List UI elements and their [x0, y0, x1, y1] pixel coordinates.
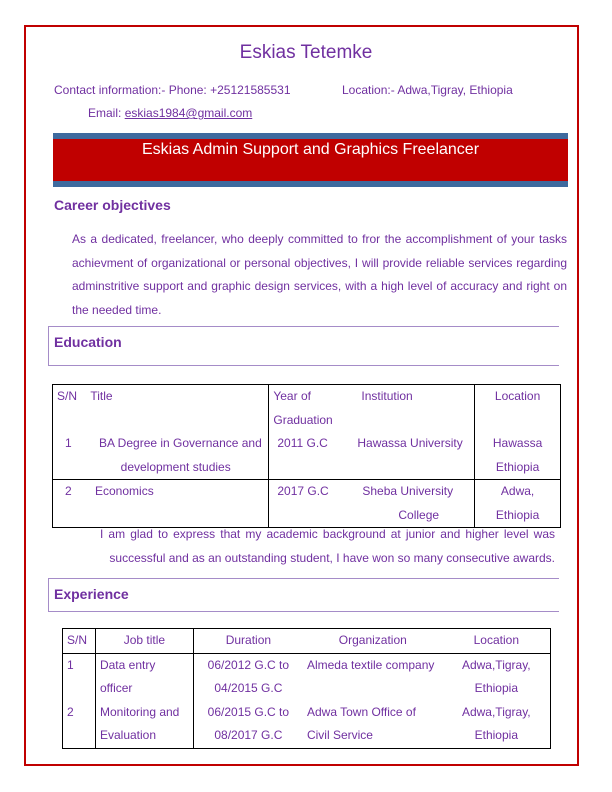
experience-heading: Experience: [54, 586, 129, 602]
education-note: I am glad to express that my academic background at junior and higher level was successful and as an outstanding student, I have won so many consecutive awards.: [100, 527, 555, 565]
row-title: Economics: [95, 484, 154, 498]
contact-phone: Contact information:- Phone: +25121585531: [54, 83, 291, 97]
col-title: Title: [90, 389, 113, 403]
col-institution: Institution: [361, 389, 413, 403]
row-sn: 1: [65, 436, 72, 450]
col-duration: Duration: [193, 629, 303, 654]
contact-email-row: [88, 106, 252, 120]
education-header-sn-title: [53, 385, 269, 433]
row-location: Hawassa: [492, 436, 543, 450]
table-row: [63, 701, 551, 749]
row-job: Data entry: [99, 657, 156, 672]
row-institution: Sheba University: [362, 484, 454, 498]
row-location-2: Ethiopia: [474, 728, 518, 742]
row-job-2: Evaluation: [99, 728, 157, 742]
col-sn: S/N: [57, 389, 78, 403]
table-row: [53, 480, 561, 528]
email-label: Email:: [88, 106, 125, 120]
row-location: Adwa,Tigray,: [461, 704, 531, 719]
education-heading: Education: [54, 334, 122, 350]
contact-location: Location:- Adwa,Tigray, Ethiopia: [342, 83, 513, 97]
row-duration: 06/2015 G.C to: [207, 704, 290, 719]
row-institution-2: College: [398, 507, 440, 522]
email-link[interactable]: eskias1984@gmail.com: [124, 106, 253, 120]
row-location-2: Ethiopia: [495, 459, 540, 474]
col-sn: S/N: [63, 629, 96, 654]
row-job: Monitoring and: [99, 704, 180, 719]
row-sn: 2: [63, 701, 96, 749]
banner-title: Eskias Admin Support and Graphics Freelancer: [141, 141, 480, 158]
row-org: Adwa Town Office of: [306, 704, 416, 719]
table-row: [63, 653, 551, 701]
row-location: Adwa,Tigray,: [461, 657, 531, 672]
col-location: Location: [494, 389, 541, 403]
row-sn: 1: [63, 653, 96, 701]
col-year: Year of: [273, 389, 311, 403]
education-header-row: [53, 385, 561, 433]
row-sn: 2: [65, 484, 72, 498]
row-job-2: officer: [99, 681, 133, 695]
col-year-2: Graduation: [273, 412, 333, 427]
row-duration-2: 04/2015 G.C: [214, 681, 283, 695]
education-header-year-inst: [269, 385, 475, 433]
row-year: 2011 G.C: [277, 436, 328, 450]
col-job-title: Job title: [95, 629, 193, 654]
col-location: Location: [443, 629, 551, 654]
education-table: [52, 384, 561, 528]
experience-header-row: [63, 629, 551, 654]
table-row: [53, 432, 561, 480]
row-location-2: Ethiopia: [474, 681, 518, 695]
row-year: 2017 G.C: [277, 484, 329, 498]
resume-name: Eskias Tetemke: [239, 42, 373, 63]
row-title-2: development studies: [120, 459, 231, 474]
row-org-2: Civil Service: [306, 728, 373, 742]
row-duration: 06/2012 G.C to: [207, 657, 290, 672]
row-location-2: Ethiopia: [495, 507, 540, 522]
row-institution: Hawassa University: [357, 436, 463, 450]
row-duration-2: 08/2017 G.C: [214, 728, 283, 742]
row-title: BA Degree in Governance and: [99, 436, 262, 450]
row-org: Almeda textile company: [306, 657, 435, 672]
row-location: Adwa,: [500, 484, 535, 498]
career-heading: Career objectives: [54, 197, 171, 213]
col-organization: Organization: [303, 629, 443, 654]
education-section-box: [48, 326, 559, 366]
experience-table: [62, 628, 551, 749]
career-text: As a dedicated, freelancer, who deeply committed to fror the accomplishment of your tasks achievment of organizational or personal objectives, I will provide reliable services regarding adminstritive support and graphic design services, with a high level of accuracy and right on the needed time.: [72, 232, 567, 317]
banner-bottom-stripe: [53, 181, 568, 187]
